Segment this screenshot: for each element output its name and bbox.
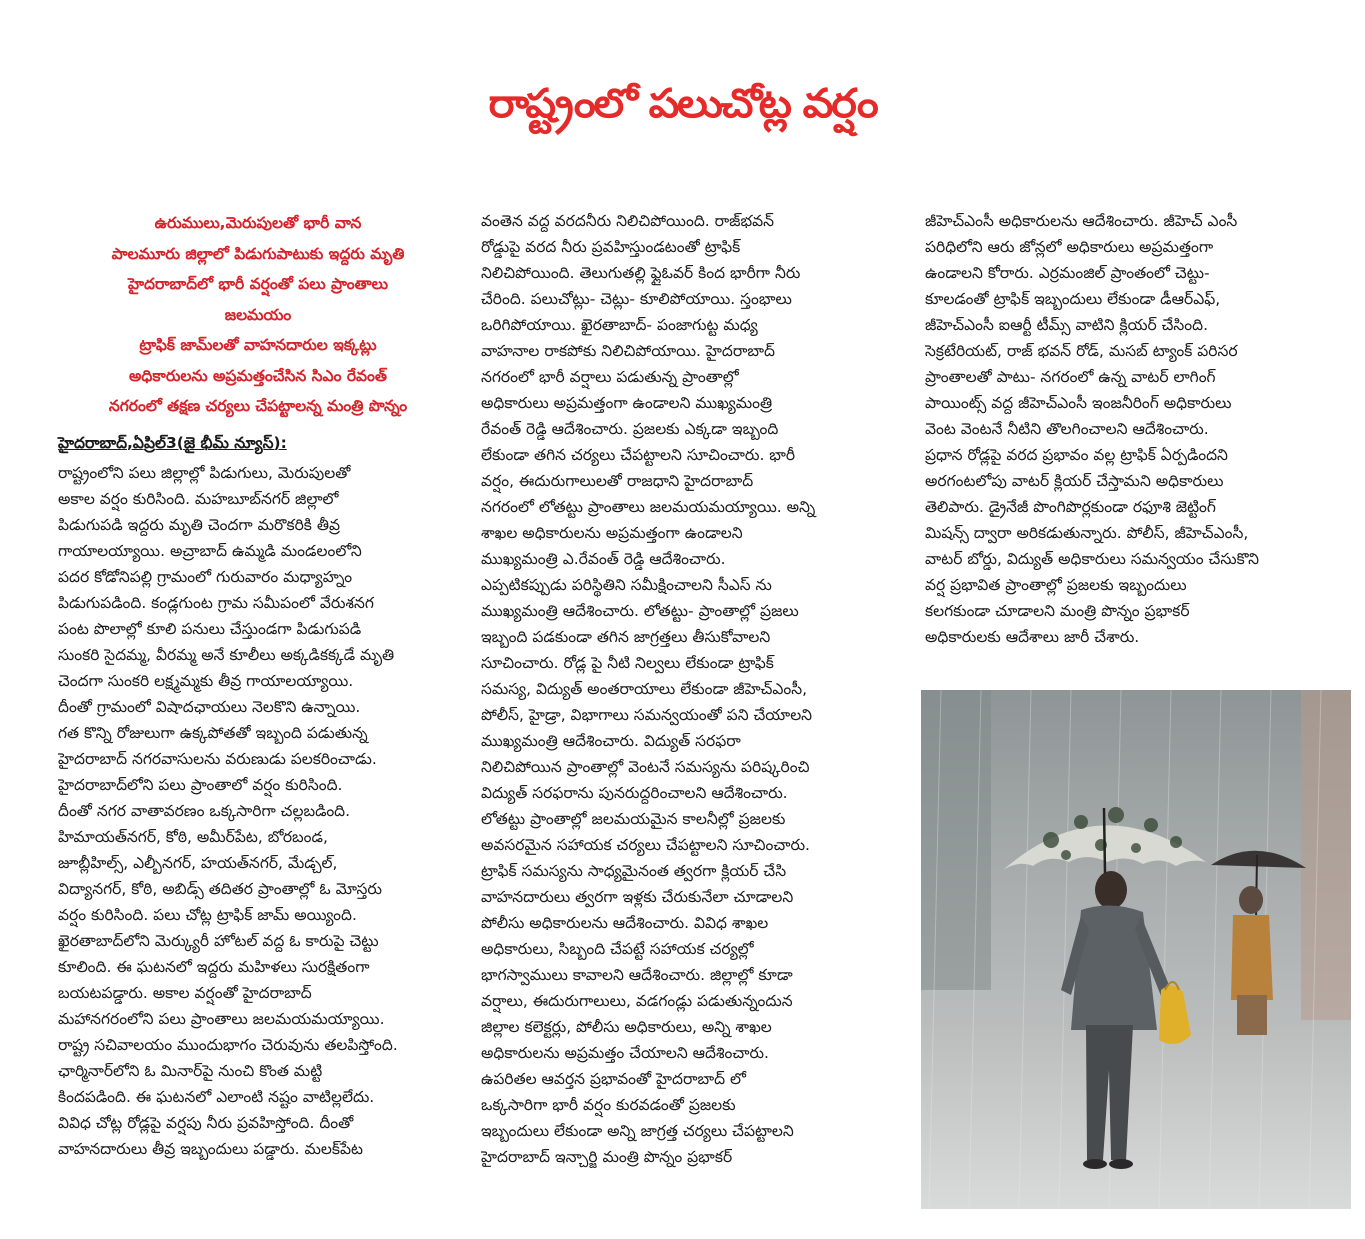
body-text-line: ఖైరతాబాద్‌లోని మెర్క్యురీ హోటల్ వద్ద ఓ కారుపై చెట్టు — [58, 931, 379, 950]
body-text-line: ఉపరితల ఆవర్తన ప్రభావంతో హైదరాబాద్ లో — [481, 1070, 746, 1088]
body-text-line: వాహనదారులు తీవ్ర ఇబ్బందులు పడ్డారు. మలక్‌పేట — [58, 1139, 363, 1158]
body-text-line: పోలీసు అధికారులను ఆదేశించారు. వివిధ శాఖల — [481, 914, 769, 932]
body-text-line: ముఖ్యమంత్రి ఆదేశించారు. లోతట్టు- ప్రాంతాల్లో ప్రజలు — [481, 602, 799, 620]
body-text-line: ప్రాంతాలతో పాటు- నగరంలో ఉన్న వాటర్ లాగింగ్ — [925, 368, 1216, 386]
body-text-line: దీంతో నగర వాతావరణం ఒక్కసారిగా చల్లబడింది. — [58, 801, 351, 820]
body-text-line: జీహెచ్ఎంసీ అధికారులను ఆదేశించారు. జీహెచ్ ఎంసీ — [925, 212, 1238, 230]
body-text-line: పాయింట్స్ వద్ద జీహెచ్ఎంసీ ఇంజనీరింగ్ అధికారులు — [925, 394, 1232, 412]
body-text-line: అధికారులు, సిబ్బంది చేపట్టే సహాయక చర్యల్లో — [481, 940, 754, 958]
body-text-line: సుంకరి సైదమ్మ, వీరమ్మ అనే కూలీలు అక్కడికక్కడే మృతి — [58, 645, 395, 664]
body-text-line: జూబ్లీహిల్స్, ఎల్బీనగర్, హయత్‌నగర్, మేడ్చల్, — [58, 853, 338, 872]
body-text-line: చేరింది. పలుచోట్లు- చెట్లు- కూలిపోయాయి. స్తంభాలు — [481, 290, 792, 308]
body-text-line: ముఖ్యమంత్రి ఎ.రేవంత్ రెడ్డి ఆదేశించారు. — [481, 550, 726, 568]
body-text-line: చెందగా సుంకరి లక్ష్మమ్మకు తీవ్ర గాయాలయ్యాయి. — [58, 671, 354, 690]
body-text-line: పిడుగుపడి ఇద్దరు మృతి చెందగా మరొకరికి తీవ్ర — [58, 515, 340, 534]
body-text-line: పిడుగుపడింది. కండ్లగుంట గ్రామ సమీపంలో వేరుశనగ — [58, 593, 374, 612]
body-text-line: జీహెచ్ఎంసీ ఐఆర్టీ టీమ్స్ వాటిని క్లియర్ చేసింది. — [925, 316, 1209, 334]
body-text-line: అధికారులకు ఆదేశాలు జారీ చేశారు. — [925, 628, 1140, 646]
body-text-line: రేవంత్ రెడ్డి ఆదేశించారు. ప్రజలకు ఎక్కడా ఇబ్బంది — [481, 420, 779, 438]
body-text-line: హైదరాబాద్‌లోని పలు ప్రాంతాలో వర్షం కురిసింది. — [58, 775, 343, 794]
column-3-body — [925, 208, 1350, 650]
body-text-line: ఇబ్బందులు లేకుండా అన్ని జాగ్రత్త చర్యలు చేపట్టాలని — [481, 1122, 794, 1140]
body-text-line: పరిధిలోని ఆరు జోన్లలో అధికారులు అప్రమత్తంగా — [925, 238, 1214, 256]
subhead-line: హైదరాబాద్‌లో భారీ వర్షంతో పలు ప్రాంతాలు — [128, 275, 388, 293]
body-text-line: ఒరిగిపోయాయి. ఖైరతాబాద్- పంజాగుట్ట మధ్య — [481, 316, 758, 334]
body-text-line: ఎప్పటికప్పుడు పరిస్థితిని సమీక్షించాలని సీఎస్ ను — [481, 576, 772, 594]
body-text-line: వివిధ చోట్ల రోడ్లపై వర్షపు నీరు ప్రవహిస్తోంది. దీంతో — [58, 1113, 354, 1132]
body-text-line: నిలిచిపోయిన ప్రాంతాల్లో వెంటనే సమస్యను పరిష్కరించి — [481, 758, 810, 776]
body-text-line: అధికారులను అప్రమత్తం చేయాలని ఆదేశించారు. — [481, 1044, 769, 1062]
body-text-line: వర్షం కురిసింది. పలు చోట్ల ట్రాఫిక్ జామ్ అయ్యింది. — [58, 905, 357, 924]
body-text-line: వాటర్ బోర్డు, విద్యుత్ అధికారులు సమన్వయం చేసుకొని — [925, 550, 1260, 568]
column-1-body — [58, 460, 458, 1162]
body-text-line: రాష్ట్ర సచివాలయం ముందుభాగం చెరువును తలపిస్తోంది. — [58, 1035, 398, 1054]
headline: రాష్ట్రంలో పలుచోట్ల వర్షం — [488, 81, 877, 127]
body-text-line: పదర కోడోనిపల్లి గ్రామంలో గురువారం మధ్యాహ్నం — [58, 567, 353, 586]
body-text-line: బయటపడ్డారు. అకాల వర్షంతో హైదరాబాద్ — [58, 983, 312, 1002]
body-text-line: ముఖ్యమంత్రి ఆదేశించారు. విద్యుత్ సరఫరా — [481, 732, 741, 750]
body-text-line: అరగంటలోపు వాటర్ క్లియర్ చేస్తామని అధికారులు — [925, 472, 1224, 490]
subhead-line: ట్రాఫిక్ జామ్‌లతో వాహనదారుల ఇక్కట్లు — [139, 336, 377, 354]
body-text-line: గాయాలయ్యాయి. అచ్రాబాద్ ఉమ్మడి మండలంలోని — [58, 541, 362, 560]
body-text-line: వాహనాల రాకపోకు నిలిచిపోయాయి. హైదరాబాద్ — [481, 342, 775, 360]
body-text-line: భాగస్వాములు కావాలని ఆదేశించారు. జిల్లాల్లో కూడా — [481, 966, 793, 984]
body-text-line: ఇబ్బంది పడకుండా తగిన జాగ్రత్తలు తీసుకోవాలని — [481, 628, 771, 646]
subhead-line: జలమయం — [224, 305, 292, 324]
body-text-line: ఉండాలని కోరారు. ఎర్రమంజిల్ ప్రాంతంలో చెట్టు- — [925, 264, 1210, 282]
body-text-line: వర్షాలు, ఈదురుగాలులు, వడగండ్లు పడుతున్నందున — [481, 992, 793, 1010]
body-text-line: ఛార్మినార్‌లోని ఓ మినార్‌పై నుంచి కొంత మట్టి — [58, 1061, 323, 1080]
body-text-line: లేకుండా తగిన చర్యలు చేపట్టాలని సూచించారు. భారీ — [481, 446, 796, 464]
body-text-line: హైదరాబాద్ ఇన్చార్జి మంత్రి పొన్నం ప్రభాకర్ — [481, 1148, 733, 1166]
body-text-line: కిందపడింది. ఈ ఘటనలో ఎలాంటి నష్టం వాటిల్లలేదు. — [58, 1087, 375, 1106]
body-text-line: ట్రాఫిక్ సమస్యను సాధ్యమైనంత త్వరగా క్లియర్ చేసి — [481, 862, 787, 880]
body-text-line: వాహనదారులు త్వరగా ఇళ్లకు చేరుకునేలా చూడాలని — [481, 888, 794, 906]
body-text-line: రాష్ట్రంలోని పలు జిల్లాల్లో పిడుగులు, మెరుపులతో — [58, 463, 351, 482]
body-text-line: అవసరమైన సహాయక చర్యలు చేపట్టాలని సూచించారు. — [481, 836, 810, 854]
body-text-line: వర్షం, ఈదురుగాలులతో రాజధాని హైదరాబాద్ — [481, 472, 754, 490]
column-2 — [481, 208, 901, 1170]
body-text-line: జిల్లాల కలెక్టర్లు, పోలీసు అధికారులు, అన్ని శాఖల — [481, 1018, 772, 1036]
body-text-line: నగరంలో లోతట్టు ప్రాంతాలు జలమయమయ్యాయి. అన్ని — [481, 498, 816, 516]
body-text-line: వెంట వెంటనే నీటిని తొలగించాలని ఆదేశించారు. — [925, 420, 1209, 438]
column-1 — [58, 208, 458, 1162]
body-text-line: నగరంలో భారీ వర్షాలు పడుతున్న ప్రాంతాల్లో — [481, 368, 739, 386]
body-text-line: కూలడంతో ట్రాఫిక్ ఇబ్బందులు లేకుండా డీఆర్ఎఫ్, — [925, 290, 1221, 308]
body-text-line: పంట పొలాల్లో కూలి పనులు చేస్తుండగా పిడుగుపడి — [58, 619, 362, 638]
body-text-line: సమస్య, విద్యుత్ అంతరాయాలు లేకుండా జీహెచ్ఎంసీ, — [481, 680, 808, 698]
column-3 — [925, 208, 1350, 650]
body-text-line: ప్రధాన రోడ్లపై వరద ప్రభావం వల్ల ట్రాఫిక్ ఏర్పడిందని — [925, 446, 1228, 464]
body-text-line: విద్యుత్ సరఫరాను పునరుద్దరించాలని ఆదేశించారు. — [481, 784, 788, 802]
body-text-line: సూచించారు. రోడ్ల పై నీటి నిల్వలు లేకుండా ట్రాఫిక్ — [481, 654, 774, 672]
subhead-line: నగరంలో తక్షణ చర్యలు చేపట్టాలన్న మంత్రి పొన్నం — [108, 397, 408, 415]
body-text-line: లోతట్టు ప్రాంతాల్లో జలమయమైన కాలనీల్లో ప్రజలకు — [481, 810, 786, 828]
body-text-line: వర్ష ప్రభావిత ప్రాంతాల్లో ప్రజలకు ఇబ్బందులు — [925, 576, 1187, 594]
body-text-line: పోలీస్, హైడ్రా, విభాగాలు సమన్వయంతో పని చేయాలని — [481, 706, 813, 724]
body-text-line: తెలిపారు. డ్రైనేజీ పొంగిపొర్లకుండా రఫూశి జెట్టింగ్ — [925, 498, 1216, 516]
body-text-line: సెక్రటేరియట్, రాజ్ భవన్ రోడ్, మసబ్ ట్యాంక్ పరిసర — [925, 342, 1238, 360]
subhead-line: ఉరుములు,మెరుపులతో భారీ వాన — [154, 214, 362, 232]
body-text-line: విద్యానగర్, కోఠి, అబిడ్స్ తదితర ప్రాంతాల్లో ఓ మోస్తరు — [58, 879, 382, 898]
body-text-line: అధికారులు అప్రమత్తంగా ఉండాలని ముఖ్యమంత్రి — [481, 394, 773, 412]
body-text-line: కలగకుండా చూడాలని మంత్రి పొన్నం ప్రభాకర్ — [925, 602, 1190, 620]
body-text-line: రోడ్డుపై వరద నీరు ప్రవహిస్తుండటంతో ట్రాఫిక్ — [481, 238, 741, 256]
subheads — [58, 208, 458, 422]
body-text-line: హైదరాబాద్ నగరవాసులను వరుణుడు పలకరించాడు. — [58, 749, 377, 768]
body-text-line: వంతెన వద్ద వరదనీరు నిలిచిపోయింది. రాజ్‌భవన్ — [481, 212, 775, 230]
body-text-line: గత కొన్ని రోజులుగా ఉక్కపోతతో ఇబ్బంది పడుతున్న — [58, 723, 368, 742]
body-text-line: అకాల వర్షం కురిసింది. మహబూబ్‌నగర్ జిల్లాలో — [58, 489, 339, 508]
body-text-line: దీంతో గ్రామంలో విషాదఛాయలు నెలకొని ఉన్నాయి. — [58, 697, 361, 716]
subhead-line: అధికారులను అప్రమత్తంచేసిన సిఎం రేవంత్ — [129, 366, 387, 385]
dateline: హైదరాబాద్,ఏప్రిల్3(జై భీమ్ న్యూస్): — [58, 433, 287, 452]
photo-illustration — [921, 690, 1351, 1209]
body-text-line: శాఖల అధికారులను అప్రమత్తంగా ఉండాలని — [481, 524, 743, 542]
body-text-line: ఒక్కసారిగా భారీ వర్షం కురవడంతో ప్రజలకు — [481, 1096, 736, 1114]
subhead-line: పాలమూరు జిల్లాలో పిడుగుపాటుకు ఇద్దరు మృతి — [111, 244, 405, 263]
body-text-line: కూలింది. ఈ ఘటనలో ఇద్దరు మహిళలు సురక్షితంగా — [58, 957, 370, 976]
rain-umbrella-photo — [921, 690, 1351, 1209]
column-2-body — [481, 208, 901, 1170]
body-text-line: నిలిచిపోయింది. తెలుగుతల్లి ఫ్లైఓవర్ కింద భారీగా నీరు — [481, 264, 801, 282]
body-text-line: హిమాయత్‌నగర్, కోఠి, అమీర్‌పేట, బోరబండ, — [58, 827, 328, 846]
body-text-line: మహానగరంలోని పలు ప్రాంతాలు జలమయమయ్యాయి. — [58, 1009, 385, 1028]
body-text-line: మిషన్స్ ద్వారా అరికడుతున్నారు. పోలీస్, జీహెచ్ఎంసీ, — [925, 524, 1249, 542]
